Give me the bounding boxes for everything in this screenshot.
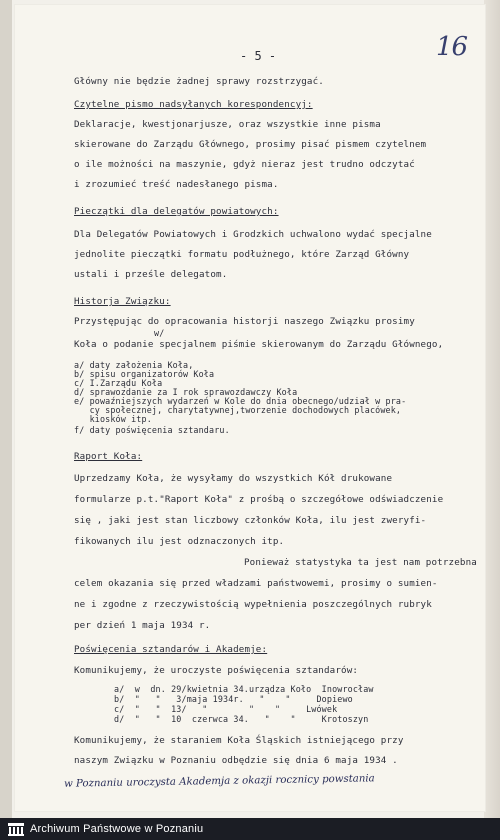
text-line: celem okazania się przed władzami państwowemi, prosimy o sumien- <box>74 578 438 589</box>
handwritten-note: w Poznaniu uroczysta Akademja z okazji rocznicy powstania <box>63 773 375 790</box>
text-line: Deklaracje, kwestjonarjusze, oraz wszystkie inne pisma <box>74 119 381 130</box>
archive-logo-icon <box>8 823 24 836</box>
list-item: a/ daty założenia Koła, <box>74 360 194 370</box>
list-item: b/ spisu organizatorów Koła <box>74 369 215 379</box>
list-item: d/ " " 10 czerwca 34. " " Krotoszyn <box>114 714 369 724</box>
section-heading: Raport Koła: <box>74 451 143 462</box>
list-item: d/ sprawozdanie za I rok sprawozdawczy Koła <box>74 387 298 397</box>
list-item: kiosków itp. <box>74 414 152 424</box>
list-item: cy społecznej, charytatywnej,tworzenie dochodowych placówek, <box>74 405 402 415</box>
text-line: skierowane do Zarządu Głównego, prosimy pisać pismem czytelnem <box>74 139 427 150</box>
text-line: Komunikujemy, że uroczyste poświęcenia sztandarów: <box>74 665 359 676</box>
list-item: c/ I.Zarządu Koła <box>74 378 163 388</box>
section-heading: Czytelne pismo nadsyłanych korespondencyj: <box>74 99 313 110</box>
section-heading: Poświęcenia sztandarów i Akademje: <box>74 644 268 655</box>
section-heading: Historja Związku: <box>74 296 171 307</box>
archive-footer <box>0 818 500 840</box>
handwritten-insertion: w/ <box>154 328 165 338</box>
text-line: Uprzedzamy Koła, że wysyłamy do wszystkich Kół drukowane <box>74 473 393 484</box>
document-page <box>14 4 486 812</box>
text-line: Dla Delegatów Powiatowych i Grodzkich uchwalono wydać specjalne <box>74 229 432 240</box>
text-line: naszym Związku w Poznaniu odbędzie się dnia 6 maja 1934 . <box>74 755 398 766</box>
text-line: o ile możności na maszynie, gdyż nieraz jest trudno odczytać <box>74 159 415 170</box>
page-number: - 5 - <box>240 49 277 63</box>
text-line: Główny nie będzie żadnej sprawy rozstrzygać. <box>74 76 324 87</box>
list-item: f/ daty poświęcenia sztandaru. <box>74 425 230 435</box>
text-line: ustali i prześle delegatom. <box>74 269 228 280</box>
text-line: jednolite pieczątki formatu podłużnego, które Zarząd Główny <box>74 249 410 260</box>
text-line: Przystępując do opracowania historji naszego Związku prosimy <box>74 316 415 327</box>
text-line: ne i zgodne z rzeczywistością wypełnienia poszczególnych rubryk <box>74 599 432 610</box>
archive-name: Archiwum Państwowe w Poznaniu <box>30 823 204 835</box>
text-line: i zrozumieć treść nadesłanego pisma. <box>74 179 279 190</box>
text-line: Koła o podanie specjalnem piśmie skierowanym do Zarządu Głównego, <box>74 339 444 350</box>
binding-edge <box>0 0 12 818</box>
text-line: się , jaki jest stan liczbowy członków Koła, ilu jest zweryfi- <box>74 515 427 526</box>
text-line: Komunikujemy, że staraniem Koła Śląskich istniejącego przy <box>74 735 404 746</box>
archive-page-number: 16 <box>436 32 468 62</box>
list-item: a/ w dn. 29/kwietnia 34.urządza Koło Inowrocław <box>114 684 374 694</box>
text-line: per dzień 1 maja 1934 r. <box>74 620 211 631</box>
text-line: fikowanych ilu jest odznaczonych itp. <box>74 536 285 547</box>
section-heading: Pieczątki dla delegatów powiatowych: <box>74 206 279 217</box>
text-line: Ponieważ statystyka ta jest nam potrzebna <box>244 557 477 568</box>
list-item: b/ " " 3/maja 1934r. " " Dopiewo <box>114 694 353 704</box>
list-item: c/ " " 13/ " " " Lwówek <box>114 704 338 714</box>
text-line: formularze p.t."Raport Koła" z prośbą o szczegółowe odświadczenie <box>74 494 444 505</box>
list-item: e/ powaźniejszych wydarzeń w Kole do dnia obecnego/udział w pra- <box>74 396 407 406</box>
scan-edge-shadow <box>484 0 500 818</box>
